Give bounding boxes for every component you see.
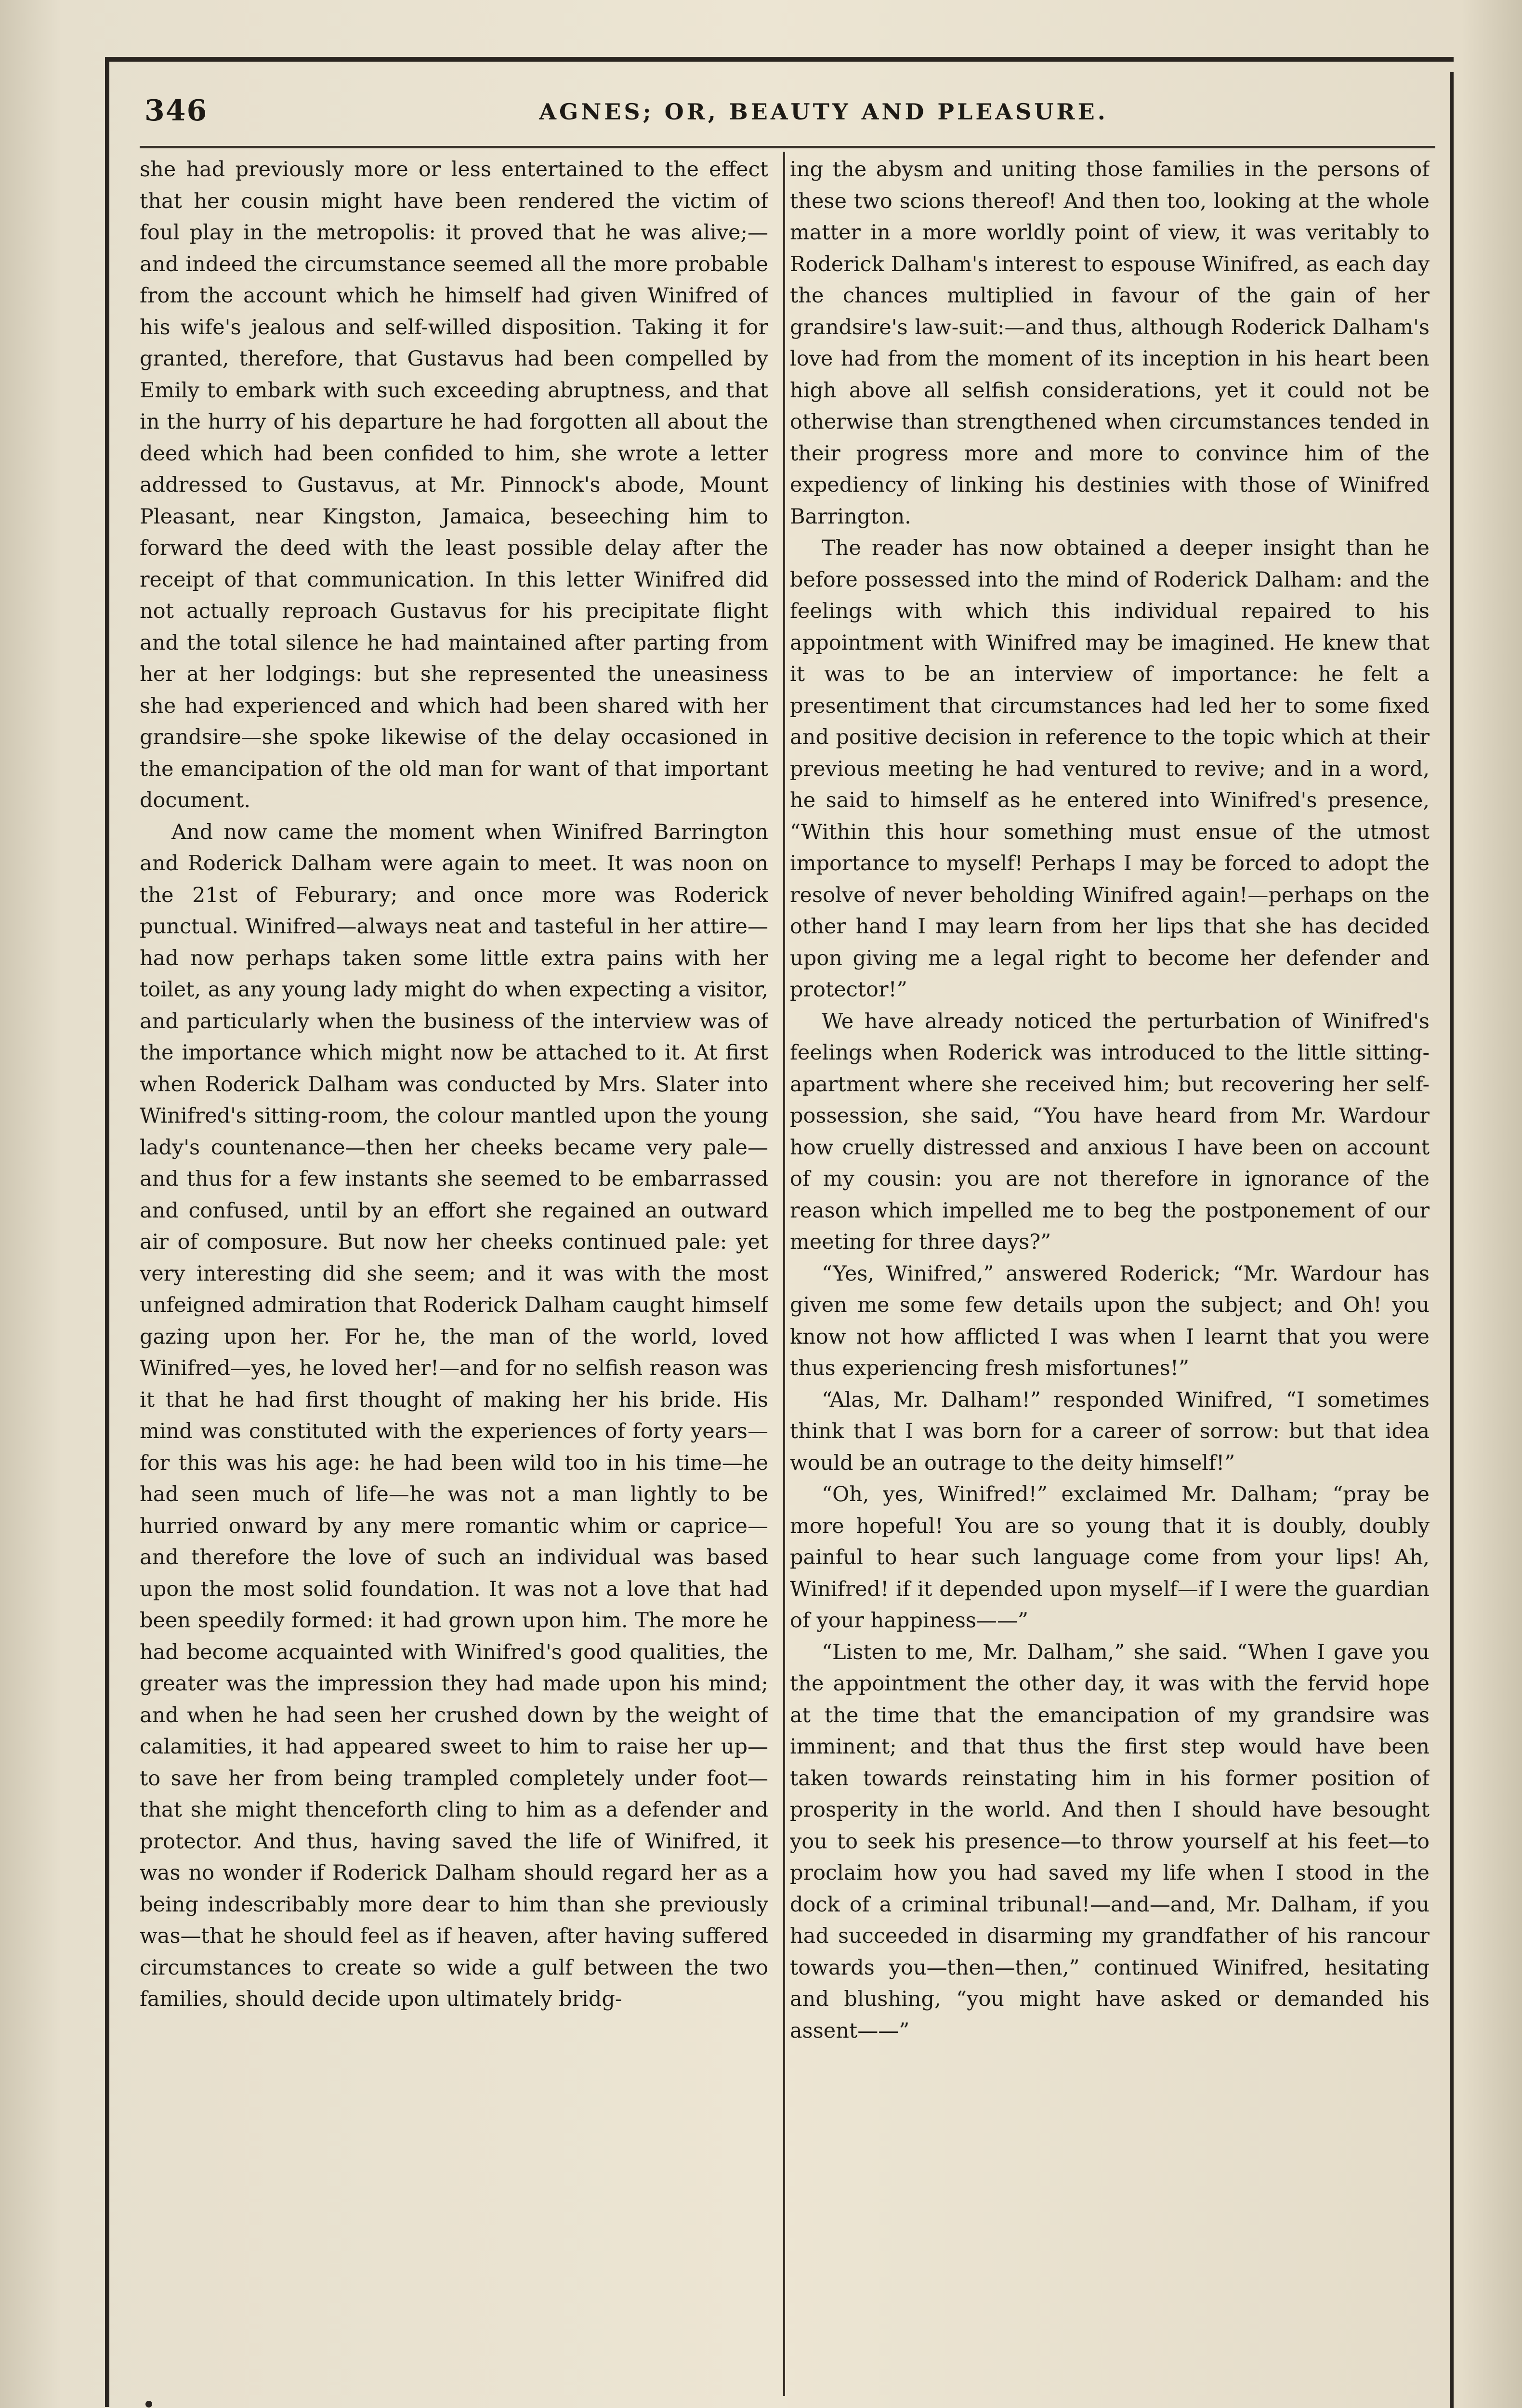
paragraph: she had previously more or less entertained to the effect that her cousin might have been rendered the victim of foul play in the metropolis: it proved that he was alive;—and indeed the circumstance seemed all the more probable from the account which he himself had given Winifred of his wife's jealous and self-willed disposition. Taking it for granted, therefore, that Gustavus had been compelled by Emily to embark with such exceeding abruptness, and that in the hurry of his departure he had forgotten all about the deed which had been confided to him, she wrote a letter addressed to Gustavus, at Mr. Pinnock's abode, Mount Pleasant, near Kingston, Jamaica, beseeching him to forward the deed with the least possible delay after the receipt of that communication. In this letter Winifred did not actually reproach Gustavus for his precipitate flight and the total silence he had maintained after parting from her at her lodgings: but she represented the uneasiness she had experienced and which had been shared with her grandsire—she spoke likewise of the delay occasioned in the emancipation of the old man for want of that important document. bbox=[140, 157, 768, 812]
paragraph: “Oh, yes, Winifred!” exclaimed Mr. Dalham; “pray be more hopeful! You are so young that it is doubly, doubly painful to hear such language come from your lips! Ah, Winifred! if it depended upon myself—if I were the guardian of your happiness——” bbox=[790, 1482, 1430, 1633]
header-rule bbox=[140, 146, 1435, 148]
border-rule-right bbox=[1450, 72, 1454, 2408]
ink-dot bbox=[145, 2401, 152, 2408]
paragraph: “Yes, Winifred,” answered Roderick; “Mr. Wardour has given me some few details upon the subject; and Oh! you know not how afflicted I was when I learnt that you were thus experiencing fresh misfortunes!” bbox=[790, 1261, 1430, 1380]
running-title: AGNES; OR, BEAUTY AND PLEASURE. bbox=[539, 99, 1108, 125]
paragraph: “Alas, Mr. Dalham!” responded Winifred, “I sometimes think that I was born for a career of sorrow: but that idea would be an outrage to the deity himself!” bbox=[790, 1387, 1430, 1475]
paragraph: We have already noticed the perturbation of Winifred's feelings when Roderick was introduced to the little sitting-apartment where she received him; but recovering her self-possession, she said, “You have heard from Mr. Wardour how cruelly distressed and anxious I have been on account of my cousin: you are not therefore in ignorance of the reason which impelled me to beg the postponement of our meeting for three days?” bbox=[790, 1009, 1430, 1254]
paragraph: And now came the moment when Winifred Barrington and Roderick Dalham were again to meet. It was noon on the 21st of Feburary; and once more was Roderick punctual. Winifred—always neat and tasteful in her attire—had now perhaps taken some little extra pains with her toilet, as any young lady might do when expecting a visitor, and particularly when the business of the interview was of the importance which might now be attached to it. At first when Roderick Dalham was conducted by Mrs. Slater into Winifred's sitting-room, the colour mantled upon the young lady's countenance—then her cheeks became very pale—and thus for a few instants she seemed to be embarrassed and confused, until by an effort she regained an outward air of composure. But now her cheeks continued pale: yet very interesting did she seem; and it was with the most unfeigned admiration that Roderick Dalham caught himself gazing upon her. For he, the man of the world, loved Winifred—yes, he loved her!—and for no selfish reason was it that he had first thought of making her his bride. His mind was constituted with the experiences of forty years—for this was his age: he had been wild too in his time—he had seen much of life—he was not a man lightly to be hurried onward by any mere romantic whim or caprice—and therefore the love of such an individual was based upon the most solid foundation. It was not a love that had been speedily formed: it had grown upon him. The more he had become acquainted with Winifred's good qualities, the greater was the impression they had made upon his mind; and when he had seen her crushed down by the weight of calamities, it had appeared sweet to him to raise her up—to save her from being trampled completely under foot—that she might thenceforth cling to him as a defender and protector. And thus, having saved the life of Winifred, it was no wonder if Roderick Dalham should regard her as a being indescribably more dear to him than she previously was—that he should feel as if heaven, after having suffered circumstances to create so wide a gulf between the two families, should decide upon ultimately bridg- bbox=[140, 820, 768, 2011]
column-divider bbox=[783, 152, 785, 2396]
paragraph: “Listen to me, Mr. Dalham,” she said. “When I gave you the appointment the other day, it was with the fervid hope at the time that the emancipation of my grandsire was imminent; and that thus the first step would have been taken towards reinstating him in his former position of prosperity in the world. And then I should have besought you to seek his presence—to throw yourself at his feet—to proclaim how you had saved my life when I stood in the dock of a criminal tribunal!—and—and, Mr. Dalham, if you had succeeded in disarming my grandfather of his rancour towards you—then—then,” continued Winifred, hesitating and blushing, “you might have asked or demanded his assent——” bbox=[790, 1640, 1430, 2043]
paragraph: The reader has now obtained a deeper insight than he before possessed into the mind of Roderick Dalham: and the feelings with which this individual repaired to his appointment with Winifred may be imagined. He knew that it was to be an interview of importance: he felt a presentiment that circumstances had led her to some fixed and positive decision in reference to the topic which at their previous meeting he had ventured to revive; and in a word, he said to himself as he entered into Winifred's presence, “Within this hour something must ensue of the utmost importance to myself! Perhaps I may be forced to adopt the resolve of never beholding Winifred again!—perhaps on the other hand I may learn from her lips that she has decided upon giving me a legal right to become her defender and protector!” bbox=[790, 536, 1430, 1002]
border-rule-top bbox=[105, 57, 1454, 62]
page-number: 346 bbox=[144, 94, 208, 128]
border-rule-left bbox=[105, 57, 109, 2407]
right-column bbox=[790, 154, 1430, 2398]
left-column bbox=[140, 154, 768, 2398]
paragraph: ing the abysm and uniting those families in the persons of these two scions thereof! And then too, looking at the whole matter in a more worldly point of view, it was veritably to Roderick Dalham's interest to espouse Winifred, as each day the chances multiplied in favour of the gain of her grandsire's law-suit:—and thus, although Roderick Dalham's love had from the moment of its inception in his heart been high above all selfish considerations, yet it could not be otherwise than strengthened when circumstances tended in their progress more and more to convince him of the expediency of linking his destinies with those of Winifred Barrington. bbox=[790, 157, 1430, 529]
